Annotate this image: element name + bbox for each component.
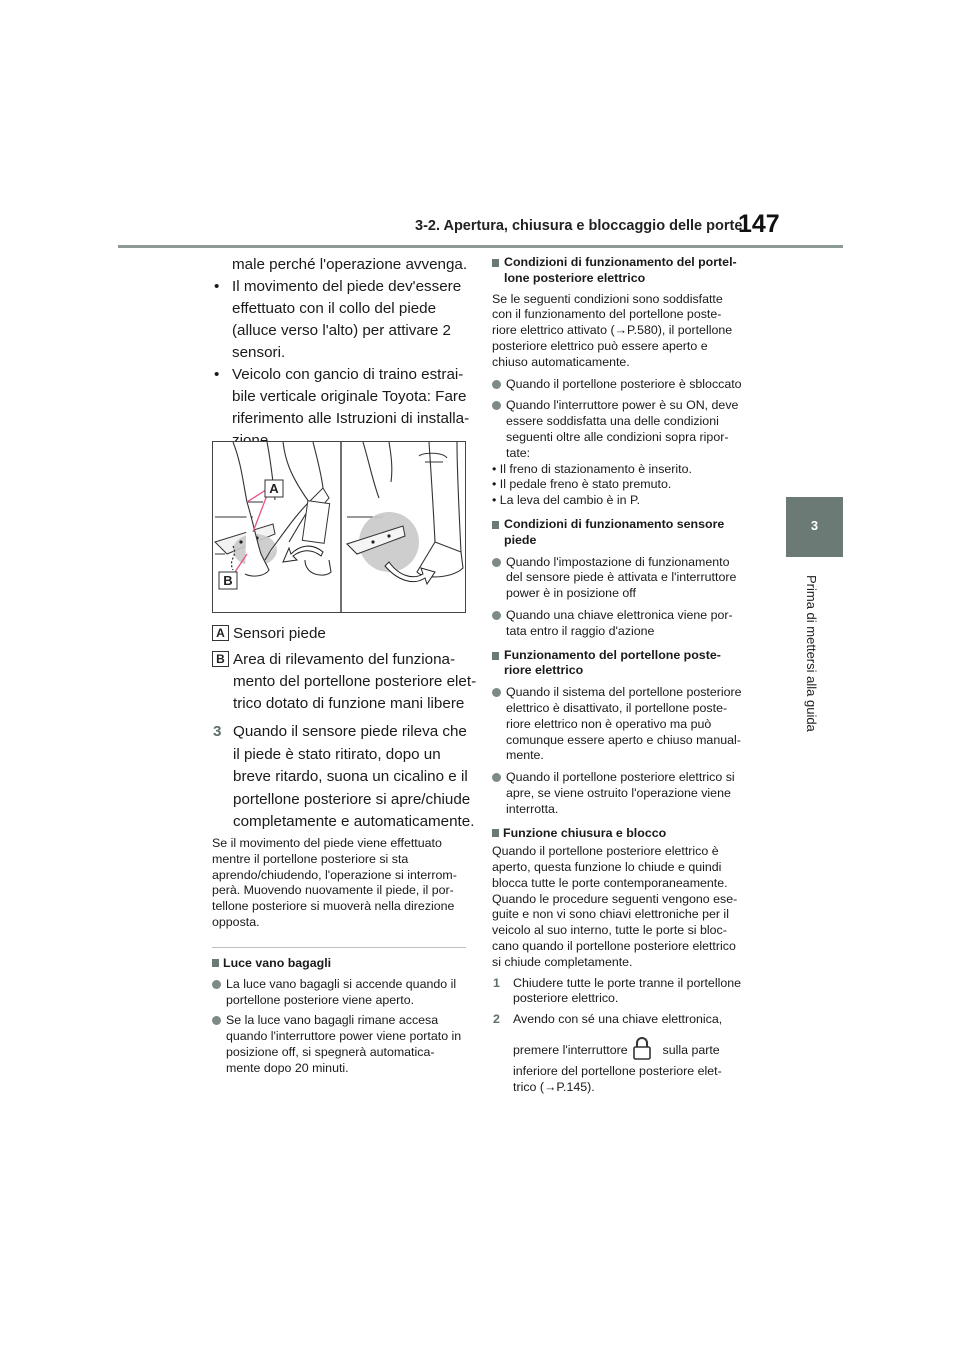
item-line: Quando l'impostazione di funzionamento (506, 554, 730, 569)
round-bullet (212, 1016, 221, 1025)
list-item (492, 398, 760, 461)
list-item (492, 608, 760, 640)
step-1 (492, 976, 760, 1008)
bullet-line: Il movimento del piede dev'essere (232, 278, 462, 295)
item-line: elettrico è disattivato, il portellone poste- (506, 700, 728, 715)
figure-legend (212, 623, 482, 715)
legend-text: Area di rilevamento del funziona- (233, 651, 456, 668)
note-line: Se il movimento del piede viene effettuato (212, 836, 442, 850)
bullet-dot: • (214, 366, 220, 383)
step-line: il piede è stato ritirato, dopo un (233, 745, 441, 763)
bullet-line: riferimento alle Istruzioni di installa- (232, 410, 470, 427)
note-line: tellone posteriore si muoverà nella direzione (212, 899, 455, 914)
item-line: tata entro il raggio d'azione (506, 623, 655, 638)
list-item (212, 1013, 474, 1076)
item-line: interrotta. (506, 801, 559, 816)
round-bullet (492, 558, 501, 567)
heading-line: riore elettrico (504, 663, 584, 678)
heading-line: Condizioni di funzionamento del portel- (504, 255, 737, 269)
item-line: Se la luce vano bagagli rimane accesa (226, 1013, 439, 1028)
bullet-line: (alluce verso l'alto) per attivare 2 (232, 322, 451, 339)
text-line: guite e non vi sono chiavi elettroniche per il (492, 907, 729, 922)
list-item (492, 377, 760, 393)
item-line: Quando il sistema del portellone posteriore (506, 685, 742, 700)
heading-line: Condizioni di funzionamento sensore (504, 516, 725, 531)
text-line: riore elettrico attivato (→P.580), il portellone (492, 323, 733, 338)
step-line: premere l'interruttore sulla parte (513, 1036, 760, 1058)
text-line: cano quando il portellone posteriore elettrico (492, 939, 736, 954)
section-divider (212, 947, 466, 948)
item-line: apre, se viene ostruito l'operazione viene (506, 785, 731, 800)
note-line: mentre il portellone posteriore si sta (212, 851, 409, 866)
bullet-dot: • (214, 278, 220, 295)
note-line: perà. Muovendo nuovamente il piede, il por- (212, 883, 454, 898)
chapter-number: 3 (810, 518, 819, 533)
sub-bullet: • La leva del cambio è in P. (492, 493, 641, 508)
item-line: portellone posteriore viene aperto. (226, 992, 415, 1007)
item-line: tate: (506, 445, 531, 460)
item-line: Quando il portellone posteriore elettrico si (506, 770, 735, 785)
text-line: Quando le procedure seguenti vengono ese- (492, 891, 738, 906)
page-number: 147 (738, 210, 780, 238)
legend-key: A (212, 625, 229, 641)
item-line: La luce vano bagagli si accende quando il (226, 976, 457, 991)
section-title: 3-2. Apertura, chiusura e bloccaggio delle porte (415, 218, 743, 234)
step-number: 3 (213, 723, 222, 740)
heading-line: lone posteriore elettrico (504, 270, 646, 285)
item-line: comunque essere aperto e chiuso manual- (506, 732, 741, 747)
text-line: blocca tutte le porte contemporaneamente. (492, 875, 728, 890)
note-line: aprendo/chiudendo, l'operazione si interrom- (212, 867, 457, 882)
step-line: completamente e automaticamente. (233, 813, 475, 830)
round-bullet (492, 611, 501, 620)
chiusura-intro (492, 844, 760, 970)
sensore-heading (492, 517, 760, 549)
list-item (492, 685, 760, 764)
square-bullet (492, 829, 499, 837)
sub-bullet-list (492, 462, 760, 509)
text-line: Se le seguenti condizioni sono soddisfatte (492, 291, 723, 306)
text-line: chiuso automaticamente. (492, 354, 630, 369)
chiusura-heading: Funzione chiusura e blocco (492, 826, 760, 842)
step-line: breve ritardo, suona un cicalino e il (233, 768, 468, 785)
heading-line: piede (504, 532, 537, 547)
text-line: si chiude completamente. (492, 954, 633, 969)
legend-item-b (212, 649, 482, 715)
step-line: Avendo con sé una chiave elettronica, (513, 1012, 723, 1027)
item-line: seguenti oltre alle condizioni sopra ripor- (506, 429, 729, 444)
list-item (492, 555, 760, 602)
step-number: 2 (493, 1012, 500, 1027)
luce-heading: Luce vano bagagli (212, 956, 474, 972)
item-line: Quando il portellone posteriore è sbloccato (506, 376, 742, 391)
note-line: opposta. (212, 914, 260, 929)
condizioni-intro (492, 292, 760, 371)
lock-icon (631, 1036, 653, 1065)
item-line: essere soddisfatta una delle condizioni (506, 414, 719, 429)
step-2 (492, 1012, 760, 1095)
square-bullet (212, 959, 219, 967)
item-line: mente. (506, 748, 544, 763)
bullet-line: sensori. (232, 344, 286, 361)
luce-section (212, 956, 474, 1077)
step-3 (212, 721, 482, 834)
list-item (212, 276, 472, 364)
sub-bullet: • Il freno di stazionamento è inserito. (492, 461, 692, 476)
text-line: Quando il portellone posteriore elettrico è (492, 844, 719, 859)
legend-item-a (212, 623, 482, 645)
item-line: quando l'interruttore power viene portato in (226, 1029, 462, 1044)
condizioni-heading (492, 255, 760, 287)
legend-text: mento del portellone posteriore elet- (233, 673, 477, 690)
item-line: posizione off, si spegnerà automatica- (226, 1044, 435, 1059)
step-line: Quando il sensore piede rileva che (233, 723, 467, 740)
bullet-line: Veicolo con gancio di traino estrai- (232, 366, 464, 383)
text-line: con il funzionamento del portellone poste- (492, 307, 722, 322)
bullet-list (212, 276, 472, 452)
step-line: portellone posteriore si apre/chiude (233, 790, 471, 808)
square-bullet (492, 259, 499, 267)
round-bullet (492, 380, 501, 389)
step-line: posteriore elettrico. (513, 991, 619, 1006)
item-line: power è in posizione off (506, 586, 636, 601)
legend-key: B (212, 651, 229, 667)
sub-bullet: • Il pedale freno è stato premuto. (492, 477, 672, 492)
list-item (212, 364, 472, 452)
list-item (492, 770, 760, 817)
heading-line: Funzionamento del portellone poste- (504, 647, 721, 662)
intro-line: male perché l'operazione avvenga. (232, 256, 468, 273)
figure-label-b: B (223, 573, 233, 588)
round-bullet (492, 688, 501, 697)
item-line: riore elettrico non è operativo ma può (506, 716, 712, 731)
legend-text: trico dotato di funzione mani libere (233, 695, 465, 712)
round-bullet (492, 773, 501, 782)
item-line: Quando una chiave elettronica viene por- (506, 607, 733, 622)
item-line: del sensore piede è attivata e l'interruttore (506, 570, 737, 585)
text-line: posteriore elettrico può essere aperto e (492, 338, 708, 353)
illustration-svg (213, 442, 465, 612)
text-line: veicolo al suo interno, tutte le porte si bloc- (492, 923, 727, 938)
legend-text: Sensori piede (233, 625, 326, 642)
square-bullet (492, 521, 499, 529)
step-line: trico (→P.145). (513, 1079, 595, 1094)
step-line: Chiudere tutte le porte tranne il portellone (513, 975, 741, 990)
right-column (492, 255, 760, 1096)
round-bullet (492, 401, 501, 410)
chapter-title: Prima di mettersi alla guida (804, 575, 819, 732)
funzionamento-heading (492, 648, 760, 680)
text-line: aperto, questa funzione lo chiude e quindi (492, 860, 722, 875)
header-rule (118, 245, 843, 248)
item-line: Quando l'interruttore power è su ON, deve (506, 398, 739, 413)
step-line: inferiore del portellone posteriore elet- (513, 1064, 722, 1079)
note-paragraph (212, 836, 472, 931)
round-bullet (212, 980, 221, 989)
bullet-line: effettuato con il collo del piede (232, 300, 437, 317)
list-item (212, 977, 474, 1009)
bullet-line: bile verticale originale Toyota: Fare (232, 388, 467, 405)
step-number: 1 (493, 975, 500, 990)
square-bullet (492, 652, 499, 660)
figure-label-a: A (269, 481, 279, 496)
item-line: mente dopo 20 minuti. (226, 1060, 349, 1075)
foot-sensor-illustration (212, 441, 466, 613)
